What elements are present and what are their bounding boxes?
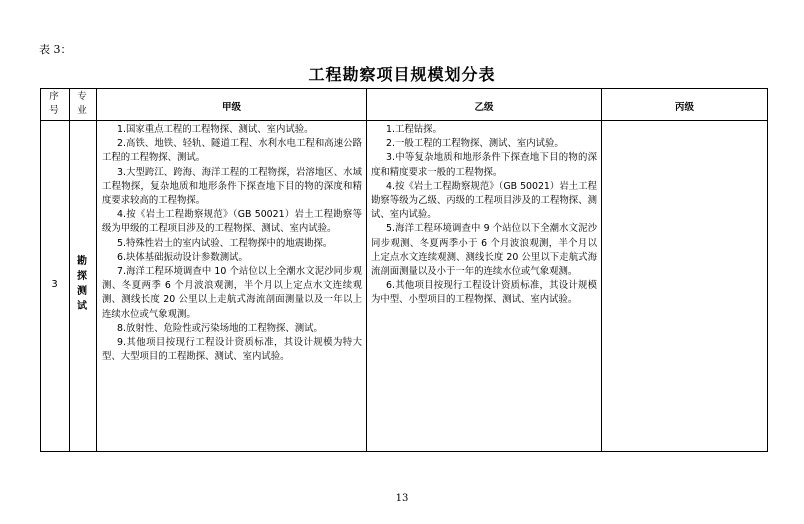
grade-b-item: 1.工程钻探。	[386, 124, 442, 135]
grade-b-cell	[371, 123, 597, 308]
grade-b-item: 2.一般工程的工程物探、测试、室内试验。	[386, 138, 564, 150]
column-divider-4	[601, 88, 602, 452]
grade-b-item: 3.中等复杂地质和地形条件下探查地下目的物的深度和精度要求一般的工程物探。	[371, 152, 597, 178]
grade-a-item: 8.放射性、危险性或污染场地的工程物探、测试。	[117, 322, 323, 334]
table-border-top	[40, 88, 768, 89]
header-divider	[40, 120, 768, 121]
table-label: 表 3：	[39, 43, 72, 56]
header-specialty: 专业	[77, 91, 87, 116]
grade-a-item: 4.按《岩土工程勘察规范》（GB 50021）岩土工程勘察等级为甲级的工程项目涉及的工程物探、测试、室内试验。	[102, 209, 362, 235]
grade-a-item: 2.高铁、地铁、轻轨、隧道工程、水利水电工程和高速公路工程的工程物探、测试。	[102, 138, 362, 164]
header-grade-c: 丙级	[674, 102, 694, 113]
column-divider-1	[69, 88, 70, 452]
document-title: 工程勘察项目规模划分表	[308, 65, 496, 84]
table-border-bottom	[40, 451, 768, 452]
header-grade-b: 乙级	[474, 102, 494, 113]
table-border-left	[40, 88, 41, 452]
grade-a-item: 7.海洋工程环境调查中 10 个站位以上全潮水文泥沙同步观测、冬夏两季 6 个月波浪观测，半个月以上定点水文连续观测、测线长度 20 公里以上走航式海流剖面测量以及一年以上连续水位或气象观测。	[102, 266, 362, 320]
grade-b-item: 5.海洋工程环境调查中 9 个站位以下全潮水文泥沙同步观测、冬夏两季小于 6 个月波浪观测，半个月以上定点水文连续观测、测线长度 20 公里以下走航式海流剖面测量以及小于一年的连续水位或气象观测。	[371, 223, 597, 278]
scale-table	[40, 88, 768, 452]
table-border-right	[767, 88, 768, 452]
row-specialty: 勘探测试	[77, 256, 87, 312]
grade-a-cell	[102, 123, 362, 364]
column-divider-3	[366, 88, 367, 452]
page-number: 13	[395, 493, 409, 504]
grade-a-item: 1.国家重点工程的工程物探、测试、室内试验。	[117, 124, 314, 135]
row-seq: 3	[51, 279, 58, 290]
grade-a-item: 3.大型跨江、跨海、海洋工程的工程物探，岩溶地区、水域工程物探，复杂地质和地形条件下探查地下目的物的深度和精度要求较高的工程物探。	[102, 166, 362, 207]
grade-b-item: 6.其他项目按现行工程设计资质标准，其设计规模为中型、小型项目的工程物探、测试、室内试验。	[371, 280, 597, 306]
grade-a-item: 9.其他项目按现行工程设计资质标准，其设计规模为特大型、大型项目的工程勘探、测试、室内试验。	[102, 337, 362, 363]
header-seq: 序号	[49, 91, 59, 116]
grade-a-item: 5.特殊性岩土的室内试验、工程物探中的地震勘探。	[117, 237, 333, 249]
grade-b-item: 4.按《岩土工程勘察规范》（GB 50021）岩土工程勘察等级为乙级、丙级的工程项目涉及的工程物探、测试、室内试验。	[371, 180, 597, 221]
header-grade-a: 甲级	[221, 102, 241, 113]
column-divider-2	[96, 88, 97, 452]
grade-a-item: 6.块体基础振动设计参数测试。	[117, 251, 248, 263]
